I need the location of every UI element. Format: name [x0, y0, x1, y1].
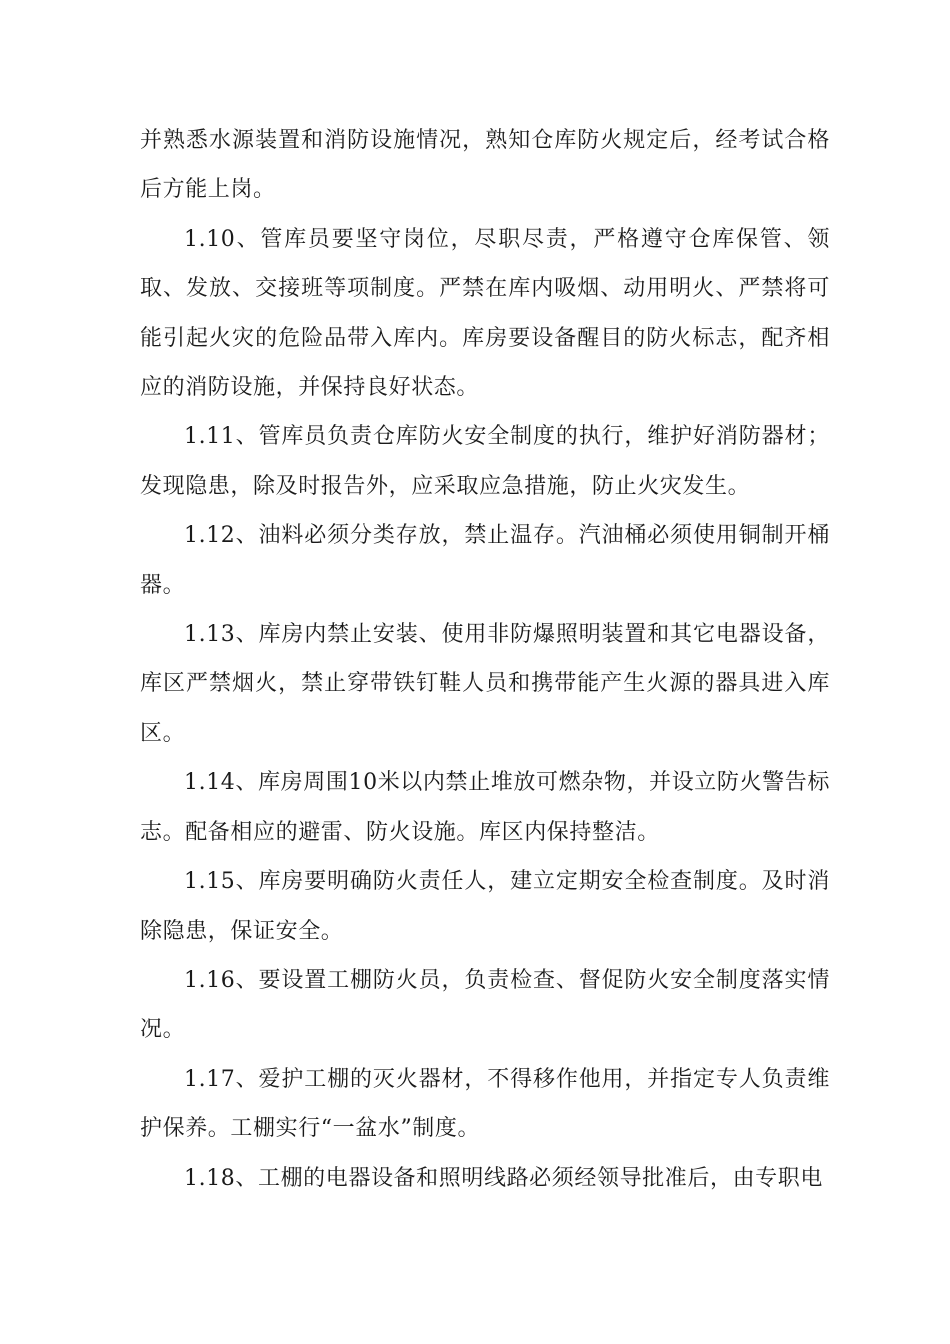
- paragraph-clause-1-10: 1.10、管库员要坚守岗位，尽职尽责，严格遵守仓库保管、领取、发放、交接班等项制度。严禁在库内吸烟、动用明火、严禁将可能引起火灾的危险品带入库内。库房要设备醒目的防火标志，配齐相应的消防设施，并保持良好状态。: [140, 226, 830, 401]
- paragraph-clause-1-18: 1.18、工棚的电器设备和照明线路必须经领导批准后，由专职电: [184, 1165, 823, 1191]
- document-body: [140, 116, 830, 1203]
- paragraph-clause-1-11: 1.11、管库员负责仓库防火安全制度的执行，维护好消防器材；发现隐患，除及时报告外，应采取应急措施，防止火灾发生。: [140, 424, 830, 499]
- paragraph-clause-1-15: 1.15、库房要明确防火责任人，建立定期安全检查制度。及时消除隐患，保证安全。: [140, 869, 830, 944]
- paragraph-continuation: 并熟悉水源装置和消防设施情况，熟知仓库防火规定后，经考试合格后方能上岗。: [140, 128, 830, 203]
- paragraph-clause-1-17: 1.17、爱护工棚的灭火器材，不得移作他用，并指定专人负责维护保养。工棚实行“一盆水”制度。: [140, 1066, 830, 1142]
- paragraph-clause-1-12: 1.12、油料必须分类存放，禁止温存。汽油桶必须使用铜制开桶器。: [140, 523, 830, 598]
- paragraph-clause-1-16: 1.16、要设置工棚防火员，负责检查、督促防火安全制度落实情况。: [140, 967, 830, 1043]
- paragraph-clause-1-14: 1.14、库房周围10米以内禁止堆放可燃杂物，并设立防火警告标志。配备相应的避雷、防火设施。库区内保持整洁。: [140, 770, 830, 845]
- paragraph-clause-1-13: 1.13、库房内禁止安装、使用非防爆照明装置和其它电器设备，库区严禁烟火，禁止穿带铁钉鞋人员和携带能产生火源的器具进入库区。: [140, 622, 830, 746]
